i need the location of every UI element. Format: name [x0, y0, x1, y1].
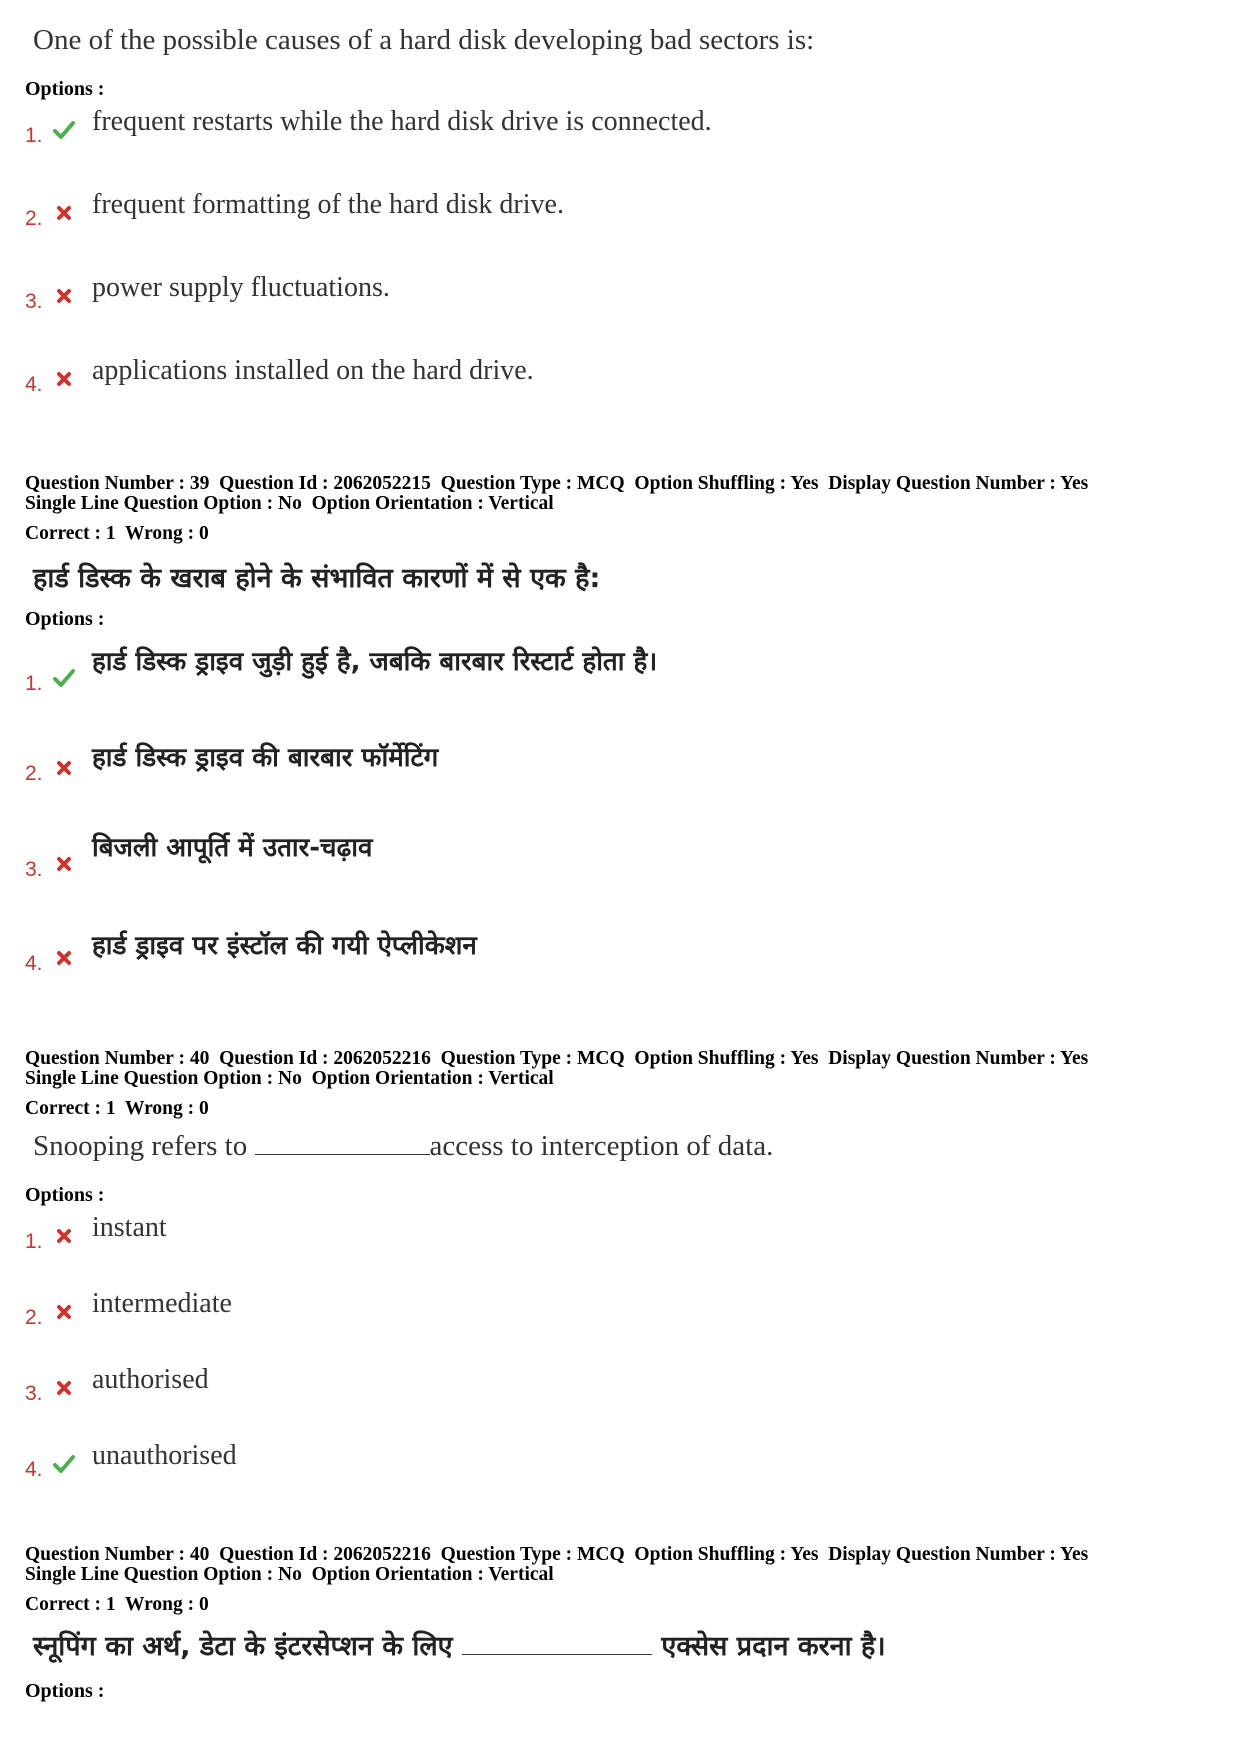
option-number: 1. [25, 1230, 43, 1253]
question-39-text: हार्ड डिस्क के खराब होने के संभावित कारणों में से एक है: [33, 563, 601, 594]
option-text: बिजली आपूर्ति में उतार-चढ़ाव [92, 833, 373, 863]
question-meta-line: Single Line Question Option : No Option Orientation : Vertical [25, 1068, 554, 1089]
option-text: instant [92, 1212, 167, 1243]
question-text-part: एक्सेस प्रदान करना है। [652, 1631, 886, 1662]
option-number: 3. [25, 1382, 43, 1405]
option-item [0, 931, 1240, 978]
option-text: हार्ड डिस्क ड्राइव जुड़ी हुई है, जबकि बारबार रिस्टार्ट होता है। [92, 647, 658, 677]
option-number: 2. [25, 1306, 43, 1329]
option-text: intermediate [92, 1288, 232, 1319]
options-label: Options : [25, 1680, 105, 1702]
checkmark-icon [52, 666, 76, 690]
question-text-part: स्नूपिंग का अर्थ, डेटा के इंटरसेप्शन के लिए [33, 1631, 463, 1662]
option-number: 2. [25, 762, 43, 785]
options-label: Options : [25, 78, 105, 100]
score-line: Correct : 1 Wrong : 0 [25, 1098, 209, 1119]
option-text: frequent formatting of the hard disk drive. [92, 189, 564, 220]
option-item [0, 189, 1240, 233]
cross-icon [52, 1300, 76, 1324]
checkmark-icon [52, 1452, 76, 1476]
option-text: power supply fluctuations. [92, 272, 390, 303]
cross-icon [52, 367, 76, 391]
option-item [0, 647, 1240, 698]
cross-icon [52, 946, 76, 970]
option-item [0, 272, 1240, 316]
option-number: 1. [25, 672, 43, 695]
score-line: Correct : 1 Wrong : 0 [25, 523, 209, 544]
option-item [0, 1212, 1240, 1256]
option-text: authorised [92, 1364, 209, 1395]
question-text-part: access to interception of data. [429, 1130, 774, 1162]
checkmark-icon [52, 118, 76, 142]
question-38-text: One of the possible causes of a hard disk developing bad sectors is: [33, 24, 815, 56]
cross-icon [52, 1224, 76, 1248]
fill-blank [255, 1130, 430, 1155]
option-text: हार्ड डिस्क ड्राइव की बारबार फॉर्मेटिंग [92, 743, 439, 773]
cross-icon [52, 1376, 76, 1400]
option-item [0, 1440, 1240, 1484]
option-item [0, 106, 1240, 150]
option-number: 4. [25, 1458, 43, 1481]
options-label: Options : [25, 608, 105, 630]
question-meta-line: Single Line Question Option : No Option Orientation : Vertical [25, 493, 554, 514]
option-text: frequent restarts while the hard disk drive is connected. [92, 106, 712, 137]
question-text-part: Snooping refers to [33, 1130, 255, 1162]
option-number: 3. [25, 858, 43, 881]
question-meta-line: Question Number : 39 Question Id : 2062052215 Question Type : MCQ Option Shuffling : Yes Display Question Number : Yes [25, 473, 1089, 494]
option-item [0, 1288, 1240, 1332]
options-label: Options : [25, 1184, 105, 1206]
fill-blank [462, 1632, 652, 1655]
score-line: Correct : 1 Wrong : 0 [25, 1594, 209, 1615]
option-number: 2. [25, 207, 43, 230]
cross-icon [52, 284, 76, 308]
cross-icon [52, 201, 76, 225]
option-text: हार्ड ड्राइव पर इंस्टॉल की गयी ऐप्लीकेशन [92, 931, 477, 961]
option-item [0, 1364, 1240, 1408]
option-item [0, 833, 1240, 884]
option-number: 4. [25, 952, 43, 975]
option-item [0, 743, 1240, 788]
question-meta-line: Single Line Question Option : No Option Orientation : Vertical [25, 1564, 554, 1585]
option-number: 4. [25, 373, 43, 396]
option-item [0, 355, 1240, 399]
question-40-text [33, 1130, 773, 1163]
option-text: unauthorised [92, 1440, 237, 1471]
option-text: applications installed on the hard drive. [92, 355, 534, 386]
question-meta-line: Question Number : 40 Question Id : 2062052216 Question Type : MCQ Option Shuffling : Yes Display Question Number : Yes [25, 1048, 1089, 1069]
cross-icon [52, 756, 76, 780]
question-40-hindi-text [33, 1626, 886, 1663]
question-meta-line: Question Number : 40 Question Id : 2062052216 Question Type : MCQ Option Shuffling : Yes Display Question Number : Yes [25, 1544, 1089, 1565]
option-number: 1. [25, 124, 43, 147]
cross-icon [52, 852, 76, 876]
option-number: 3. [25, 290, 43, 313]
